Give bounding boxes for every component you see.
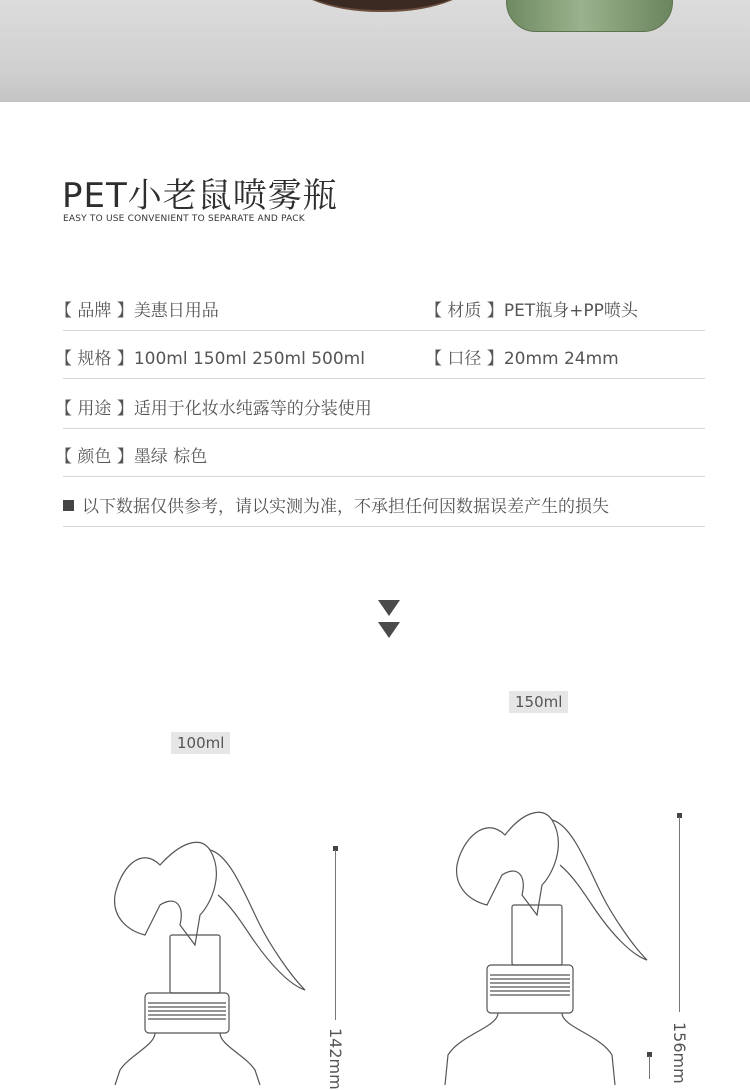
dimension-line-150ml: [679, 817, 680, 1012]
spec-brand-value: 美惠日用品: [133, 301, 219, 321]
spec-row-brand-material: [55, 282, 705, 331]
spec-size-label: 【 规格 】: [55, 349, 134, 369]
spec-brand-label: 【 品牌 】: [55, 301, 134, 321]
spec-usage-label: 【 用途 】: [55, 399, 134, 419]
bottle-150ml-drawing: [440, 805, 670, 1085]
dimension-line-body: [649, 1056, 650, 1079]
spec-neck: [425, 344, 619, 369]
product-photo-banner: [0, 0, 750, 102]
spec-color-label: 【 颜色 】: [55, 447, 134, 467]
brown-bottle-image: [285, 0, 480, 12]
spec-material-value: PET瓶身+PP喷头: [503, 301, 638, 321]
dimension-line-100ml: [335, 850, 336, 1020]
down-arrow-icon: [378, 622, 400, 638]
spec-usage: [55, 394, 372, 419]
capacity-label-100ml: 100ml: [171, 732, 230, 754]
bottle-100ml-drawing: [100, 835, 330, 1085]
spec-row-color: [55, 428, 705, 477]
spec-material-label: 【 材质 】: [425, 301, 504, 321]
spec-material: [425, 296, 638, 321]
spec-size: [55, 344, 365, 369]
square-bullet-icon: [63, 500, 74, 511]
notice-text: 以下数据仅供参考，请以实测为准，不承担任何因数据误差产生的损失: [82, 497, 609, 517]
spec-size-value: 100ml 150ml 250ml 500ml: [133, 349, 365, 369]
height-label-142mm: 142mm: [326, 1028, 345, 1090]
product-title: PET小老鼠喷雾瓶: [62, 176, 338, 216]
down-arrow-icon: [378, 600, 400, 616]
spec-brand: [55, 296, 219, 321]
notice-row: [63, 478, 705, 527]
notice: [63, 492, 609, 517]
height-label-156mm: 156mm: [670, 1022, 689, 1084]
spec-neck-label: 【 口径 】: [425, 349, 504, 369]
spec-neck-value: 20mm 24mm: [503, 349, 619, 369]
spec-row-usage: [55, 380, 705, 429]
capacity-label-150ml: 150ml: [509, 691, 568, 713]
spec-color-value: 墨绿 棕色: [133, 447, 208, 467]
product-subtitle: EASY TO USE CONVENIENT TO SEPARATE AND PACK: [63, 214, 305, 224]
spec-color: [55, 442, 207, 467]
green-bottle-image: [506, 0, 673, 32]
spec-usage-value: 适用于化妆水纯露等的分装使用: [133, 399, 372, 419]
spec-row-size-neck: [55, 330, 705, 379]
